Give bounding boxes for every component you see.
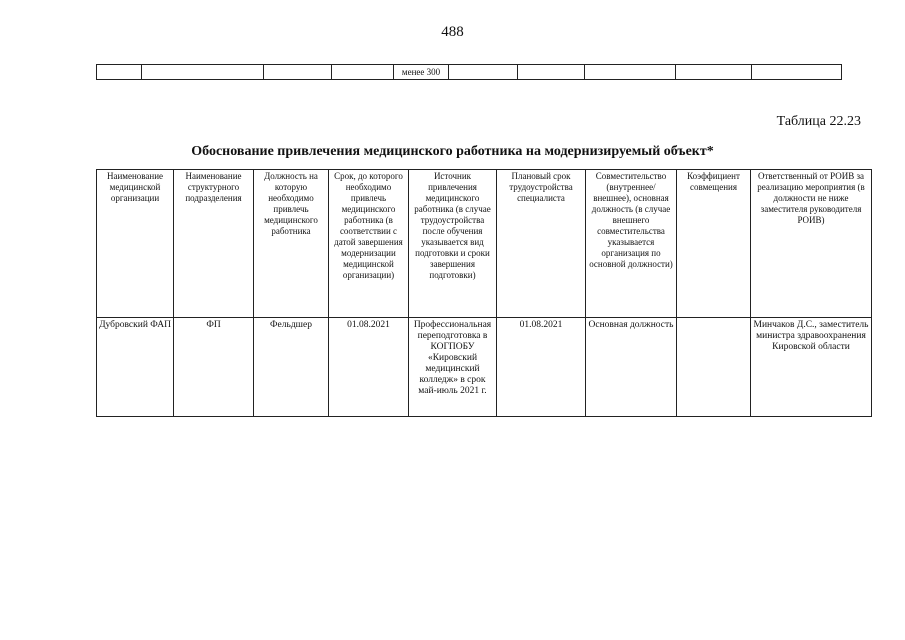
table-cell (332, 65, 394, 80)
table-cell (142, 65, 264, 80)
table-cell: 01.08.2021 (497, 318, 586, 417)
table-cell (449, 65, 518, 80)
column-header-planned-date: Плановый срок трудоустройства специалиста (497, 170, 586, 318)
table-cell (752, 65, 842, 80)
table-cell (677, 318, 751, 417)
table-cell: менее 300 (394, 65, 449, 80)
column-header-coefficient: Коэффициент совмещения (677, 170, 751, 318)
column-header-subdivision: Наименование структурного подразделения (174, 170, 254, 318)
table-header-row (97, 170, 872, 318)
table-cell (518, 65, 585, 80)
table-cell: ФП (174, 318, 254, 417)
table-row (97, 318, 872, 417)
column-header-responsible: Ответственный от РОИВ за реализацию мероприятия (в должности не ниже заместителя руководителя РОИВ) (751, 170, 872, 318)
table-cell: Фельдшер (254, 318, 329, 417)
page-number: 488 (441, 24, 464, 40)
table-cell: 01.08.2021 (329, 318, 409, 417)
table-cell: Дубровский ФАП (97, 318, 174, 417)
table-cell: Профессиональная переподготовка в КОГПОБУ «Кировский медицинский колледж» в срок май-июль 2021 г. (409, 318, 497, 417)
table-number: Таблица 22.23 (776, 114, 861, 129)
table-cell (676, 65, 752, 80)
column-header-organization: Наименование медицинской организации (97, 170, 174, 318)
continuation-table (96, 64, 842, 80)
column-header-combination: Совместительство (внутреннее/внешнее), основная должность (в случае внешнего совместительства указывается организация по основной должности) (586, 170, 677, 318)
table-cell (97, 65, 142, 80)
table-cell: Минчаков Д.С., заместитель министра здравоохранения Кировской области (751, 318, 872, 417)
column-header-deadline: Срок, до которого необходимо привлечь медицинского работника (в соответствии с датой завершения модернизации медицинской организации) (329, 170, 409, 318)
table-cell (585, 65, 676, 80)
table-cell: Основная должность (586, 318, 677, 417)
column-header-source: Источник привлечения медицинского работника (в случае трудоустройства после обучения указывается вид подготовки и сроки завершения подготовки) (409, 170, 497, 318)
column-header-position: Должность на которую необходимо привлечь медицинского работника (254, 170, 329, 318)
table-row (97, 65, 842, 80)
table-cell (264, 65, 332, 80)
table-title: Обоснование привлечения медицинского работника на модернизируемый объект* (191, 144, 714, 159)
justification-table (96, 169, 872, 417)
